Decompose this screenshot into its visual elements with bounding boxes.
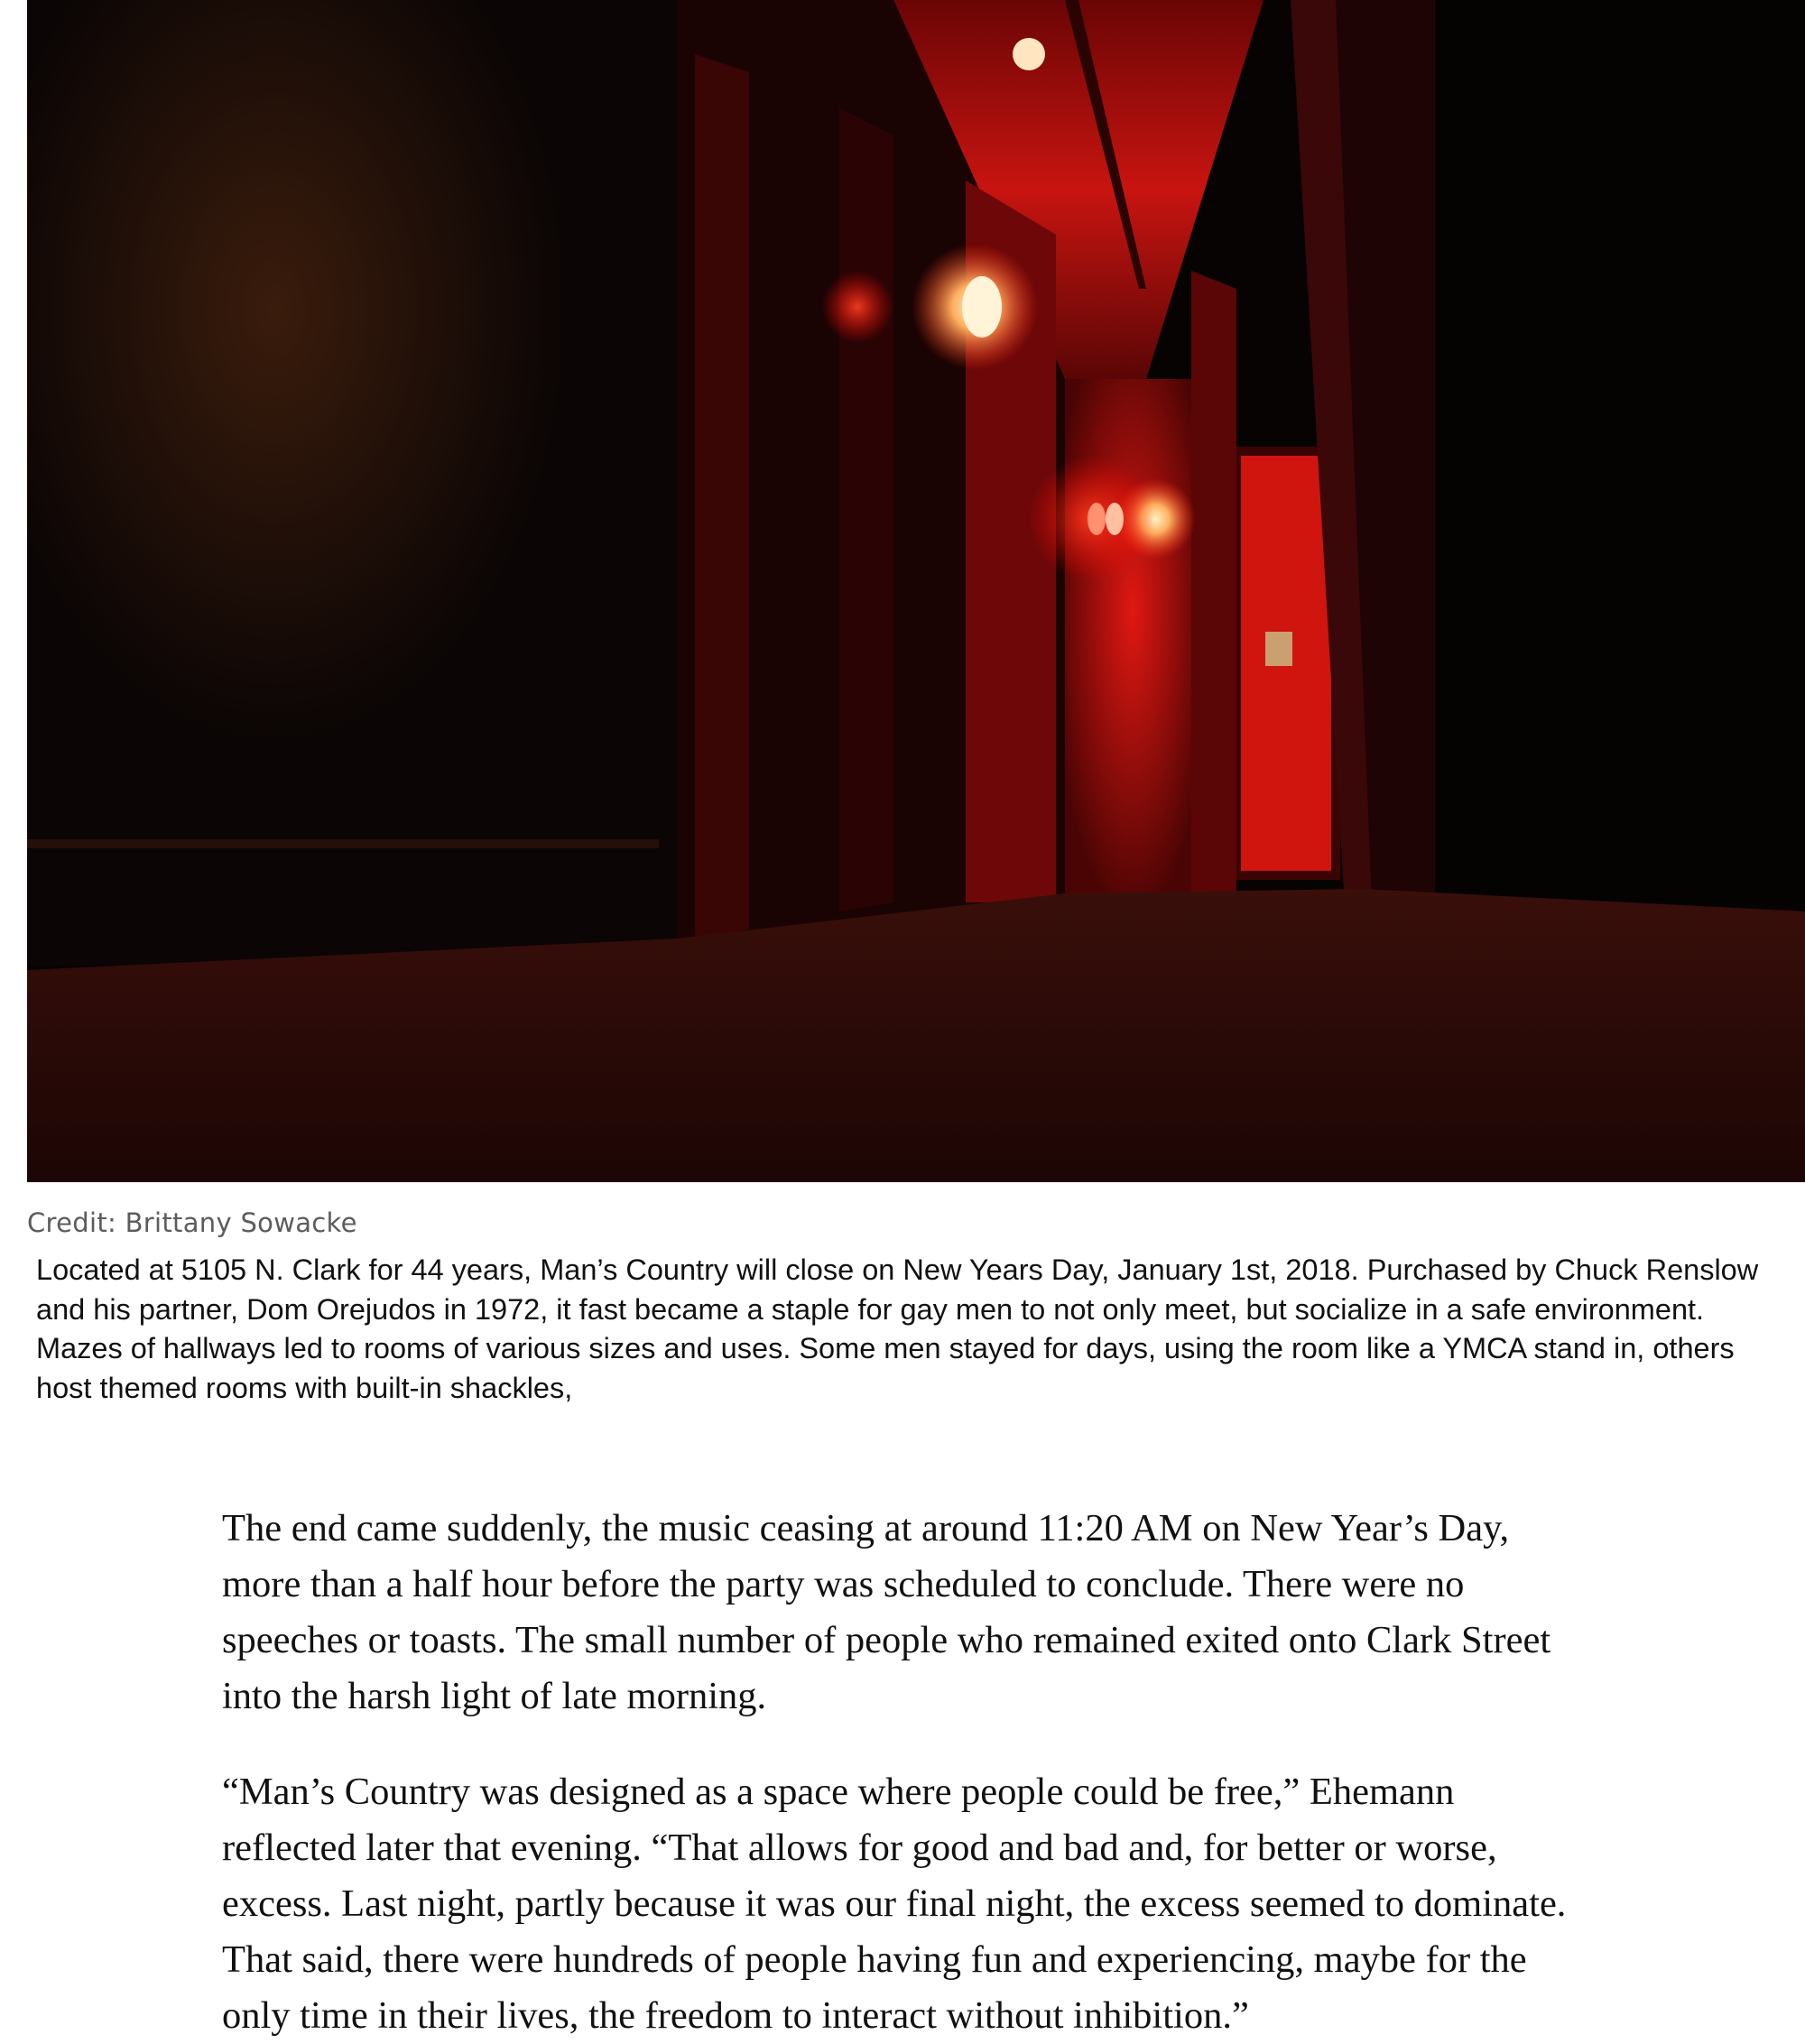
photo-caption: Located at 5105 N. Clark for 44 years, Man’s Country will close on New Years Day, January 1st, 2018. Purchased by Chuck Renslow and his partner, Dom Orejudos in 1972, it fast became a staple for gay men to not only meet, but socialize in a safe environment. Mazes of hallways led to rooms of various sizes and uses. Some men stayed for days, using the room like a YMCA stand in, others host themed rooms with built-in shackles,	[36, 1253, 1759, 1404]
article-paragraph: The end came suddenly, the music ceasing at around 11:20 AM on New Year’s Day, more than a half hour before the party was scheduled to conclude. There were no speeches or toasts. The small number of people who remained exited onto Clark Street into the harsh light of late morning.	[222, 1506, 1551, 1717]
hallway-photo-illustration	[27, 0, 1805, 1182]
photo-credit: Credit: Brittany Sowacke	[27, 1207, 357, 1238]
hallway-photo	[27, 0, 1805, 1182]
article-paragraph: “Man’s Country was designed as a space where people could be free,” Ehemann reflected later that evening. “That allows for good and bad and, for better or worse, excess. Last night, partly because it was our final night, the excess seemed to dominate. That said, there were hundreds of people having fun and experiencing, maybe for the only time in their lives, the freedom to interact without inhibition.”	[222, 1770, 1567, 2037]
